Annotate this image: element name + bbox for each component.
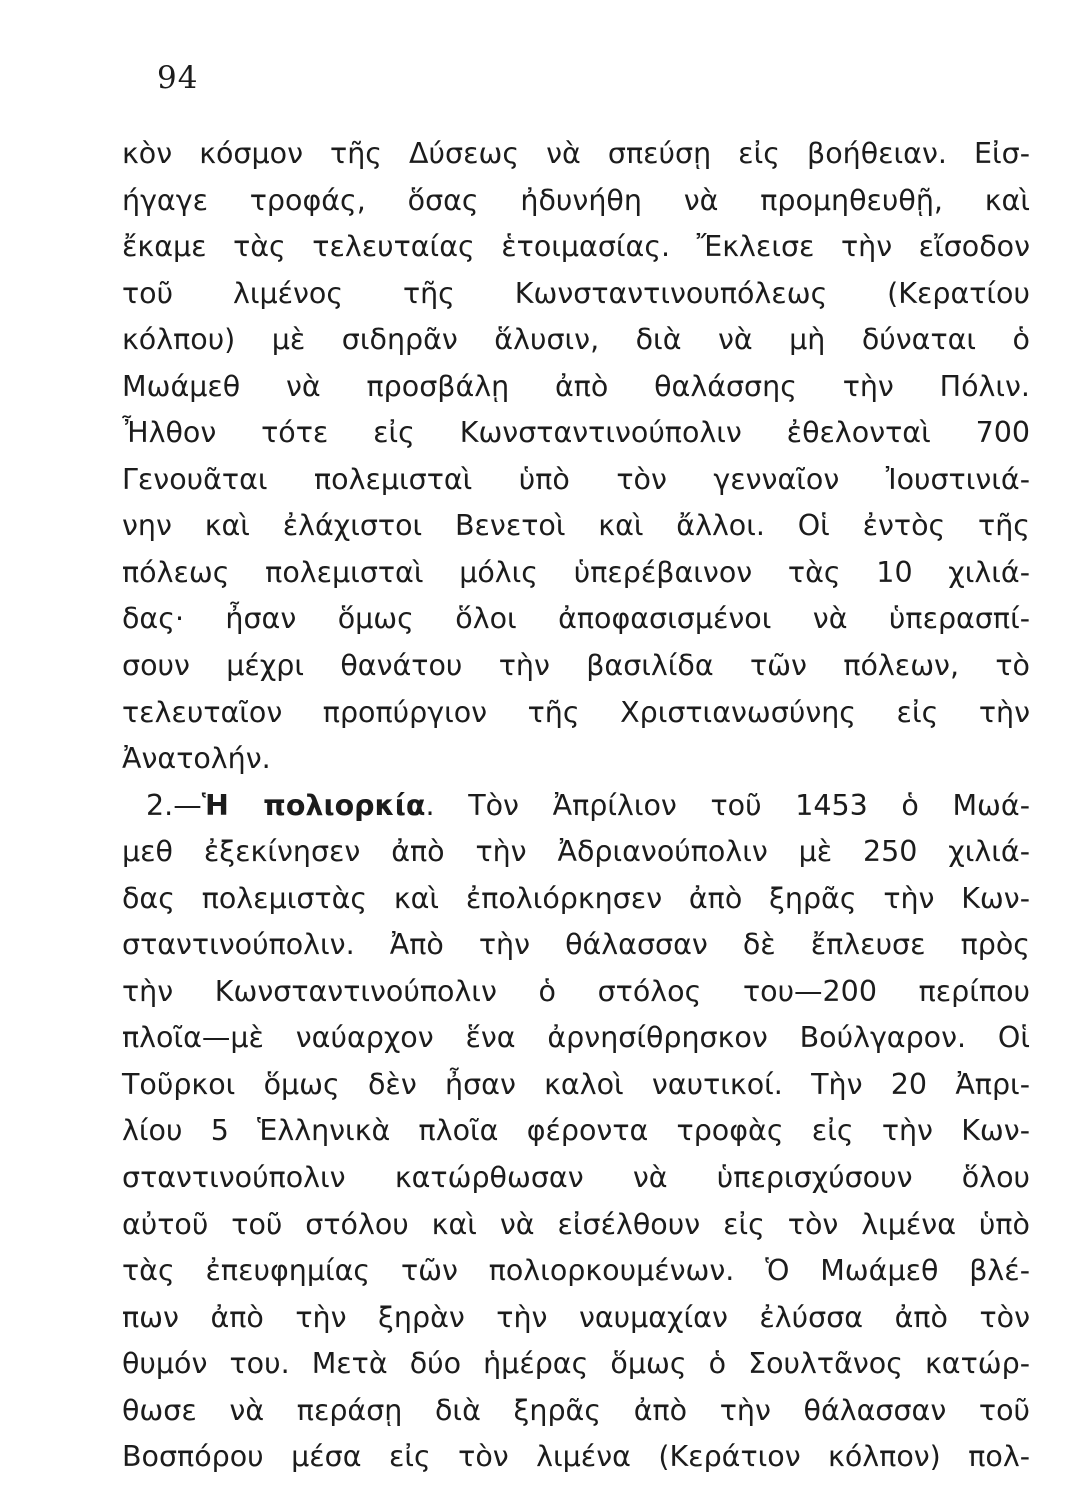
text-line: πλοῖα—μὲ ναύαρχον ἕνα ἀρνησίθρησκον Βούλγαρον. Οἱ	[122, 1021, 1030, 1055]
text-line: ήγαγε τροφάς, ὅσας ἠδυνήθη νὰ προμηθευθῇ, καὶ	[122, 183, 1030, 217]
text-line: Βοσπόρου μέσα εἰς τὸν λιμένα (Κεράτιον κόλπον) πολ-	[122, 1440, 1030, 1474]
text-line: Ἀνατολήν.	[122, 742, 271, 776]
text-line: θυμόν του. Μετὰ δύο ἡμέρας ὅμως ὁ Σουλτᾶνος κατώρ-	[122, 1347, 1030, 1381]
text-line: Γενουᾶται πολεμισταὶ ὑπὸ τὸν γενναῖον Ἰουστινιά-	[122, 462, 1030, 496]
text-line: πων ἀπὸ τὴν ξηρὰν τὴν ναυμαχίαν ἐλύσσα ἀπὸ τὸν	[122, 1300, 1030, 1334]
text-line: κὸν κόσμον τῆς Δύσεως νὰ σπεύσῃ εἰς βοήθειαν. Εἰσ-	[122, 137, 1030, 170]
text-line: Ἦλθον τότε εἰς Κωνσταντινούπολιν ἐθελονταὶ 700	[122, 416, 1030, 450]
text-line: κόλπου) μὲ σιδηρᾶν ἅλυσιν, διὰ νὰ μὴ δύναται ὁ	[122, 323, 1030, 357]
page-number: 94	[157, 60, 199, 96]
section-first-line	[122, 783, 1030, 830]
section-first-line-text: . Τὸν Ἀπρίλιον τοῦ 1453 ὁ Μωά-	[425, 788, 1030, 822]
section-number: 2.—	[146, 788, 202, 822]
text-line: Μωάμεθ νὰ προσβάλῃ ἀπὸ θαλάσσης τὴν Πόλιν.	[122, 369, 1030, 403]
text-line: δας πολεμιστὰς καὶ ἐπολιόρκησεν ἀπὸ ξηρᾶς τὴν Κων-	[122, 881, 1030, 915]
text-line: σουν μέχρι θανάτου τὴν βασιλίδα τῶν πόλεων, τὸ	[122, 649, 1030, 683]
text-line: σταντινούπολιν. Ἀπὸ τὴν θάλασσαν δὲ ἔπλευσε πρὸς	[122, 928, 1030, 962]
text-line: τοῦ λιμένος τῆς Κωνσταντινουπόλεως (Κερατίου	[122, 276, 1030, 310]
paragraph-1	[122, 131, 1030, 783]
text-line: θωσε νὰ περάσῃ διὰ ξηρᾶς ἀπὸ τὴν θάλασσαν τοῦ	[122, 1393, 1030, 1427]
text-line: νην καὶ ἐλάχιστοι Βενετοὶ καὶ ἄλλοι. Οἱ ἐντὸς τῆς	[122, 509, 1030, 543]
text-line: πόλεως πολεμισταὶ μόλις ὑπερέβαινον τὰς 10 χιλιά-	[122, 555, 1030, 589]
text-line: τελευταῖον προπύργιον τῆς Χριστιανωσύνης εἰς τὴν	[122, 695, 1030, 729]
text-line: μεθ ἐξεκίνησεν ἀπὸ τὴν Ἀδριανούπολιν μὲ 250 χιλιά-	[122, 835, 1030, 869]
paragraph-2	[122, 783, 1030, 1481]
text-line: τὴν Κωνσταντινούπολιν ὁ στόλος του—200 περίπου	[122, 974, 1030, 1008]
section-heading: Ἡ πολιορκία	[201, 788, 426, 822]
text-line: Τοῦρκοι ὅμως δὲν ἦσαν καλοὶ ναυτικοί. Τὴν 20 Ἀπρι-	[122, 1067, 1030, 1101]
text-line: δας· ἦσαν ὅμως ὅλοι ἀποφασισμένοι νὰ ὑπερασπί-	[122, 602, 1030, 636]
text-line: αὐτοῦ τοῦ στόλου καὶ νὰ εἰσέλθουν εἰς τὸν λιμένα ὑπὸ	[122, 1207, 1030, 1241]
text-body	[122, 131, 1030, 1481]
text-line: λίου 5 Ἑλληνικὰ πλοῖα φέροντα τροφὰς εἰς τὴν Κων-	[122, 1114, 1030, 1148]
text-line: τὰς ἐπευφημίας τῶν πολιορκουμένων. Ὁ Μωάμεθ βλέ-	[122, 1254, 1030, 1288]
text-line: σταντινούπολιν κατώρθωσαν νὰ ὑπερισχύσουν ὅλου	[122, 1161, 1030, 1195]
text-line: ἔκαμε τὰς τελευταίας ἑτοιμασίας. Ἔκλεισε τὴν εἴσοδον	[122, 230, 1030, 264]
